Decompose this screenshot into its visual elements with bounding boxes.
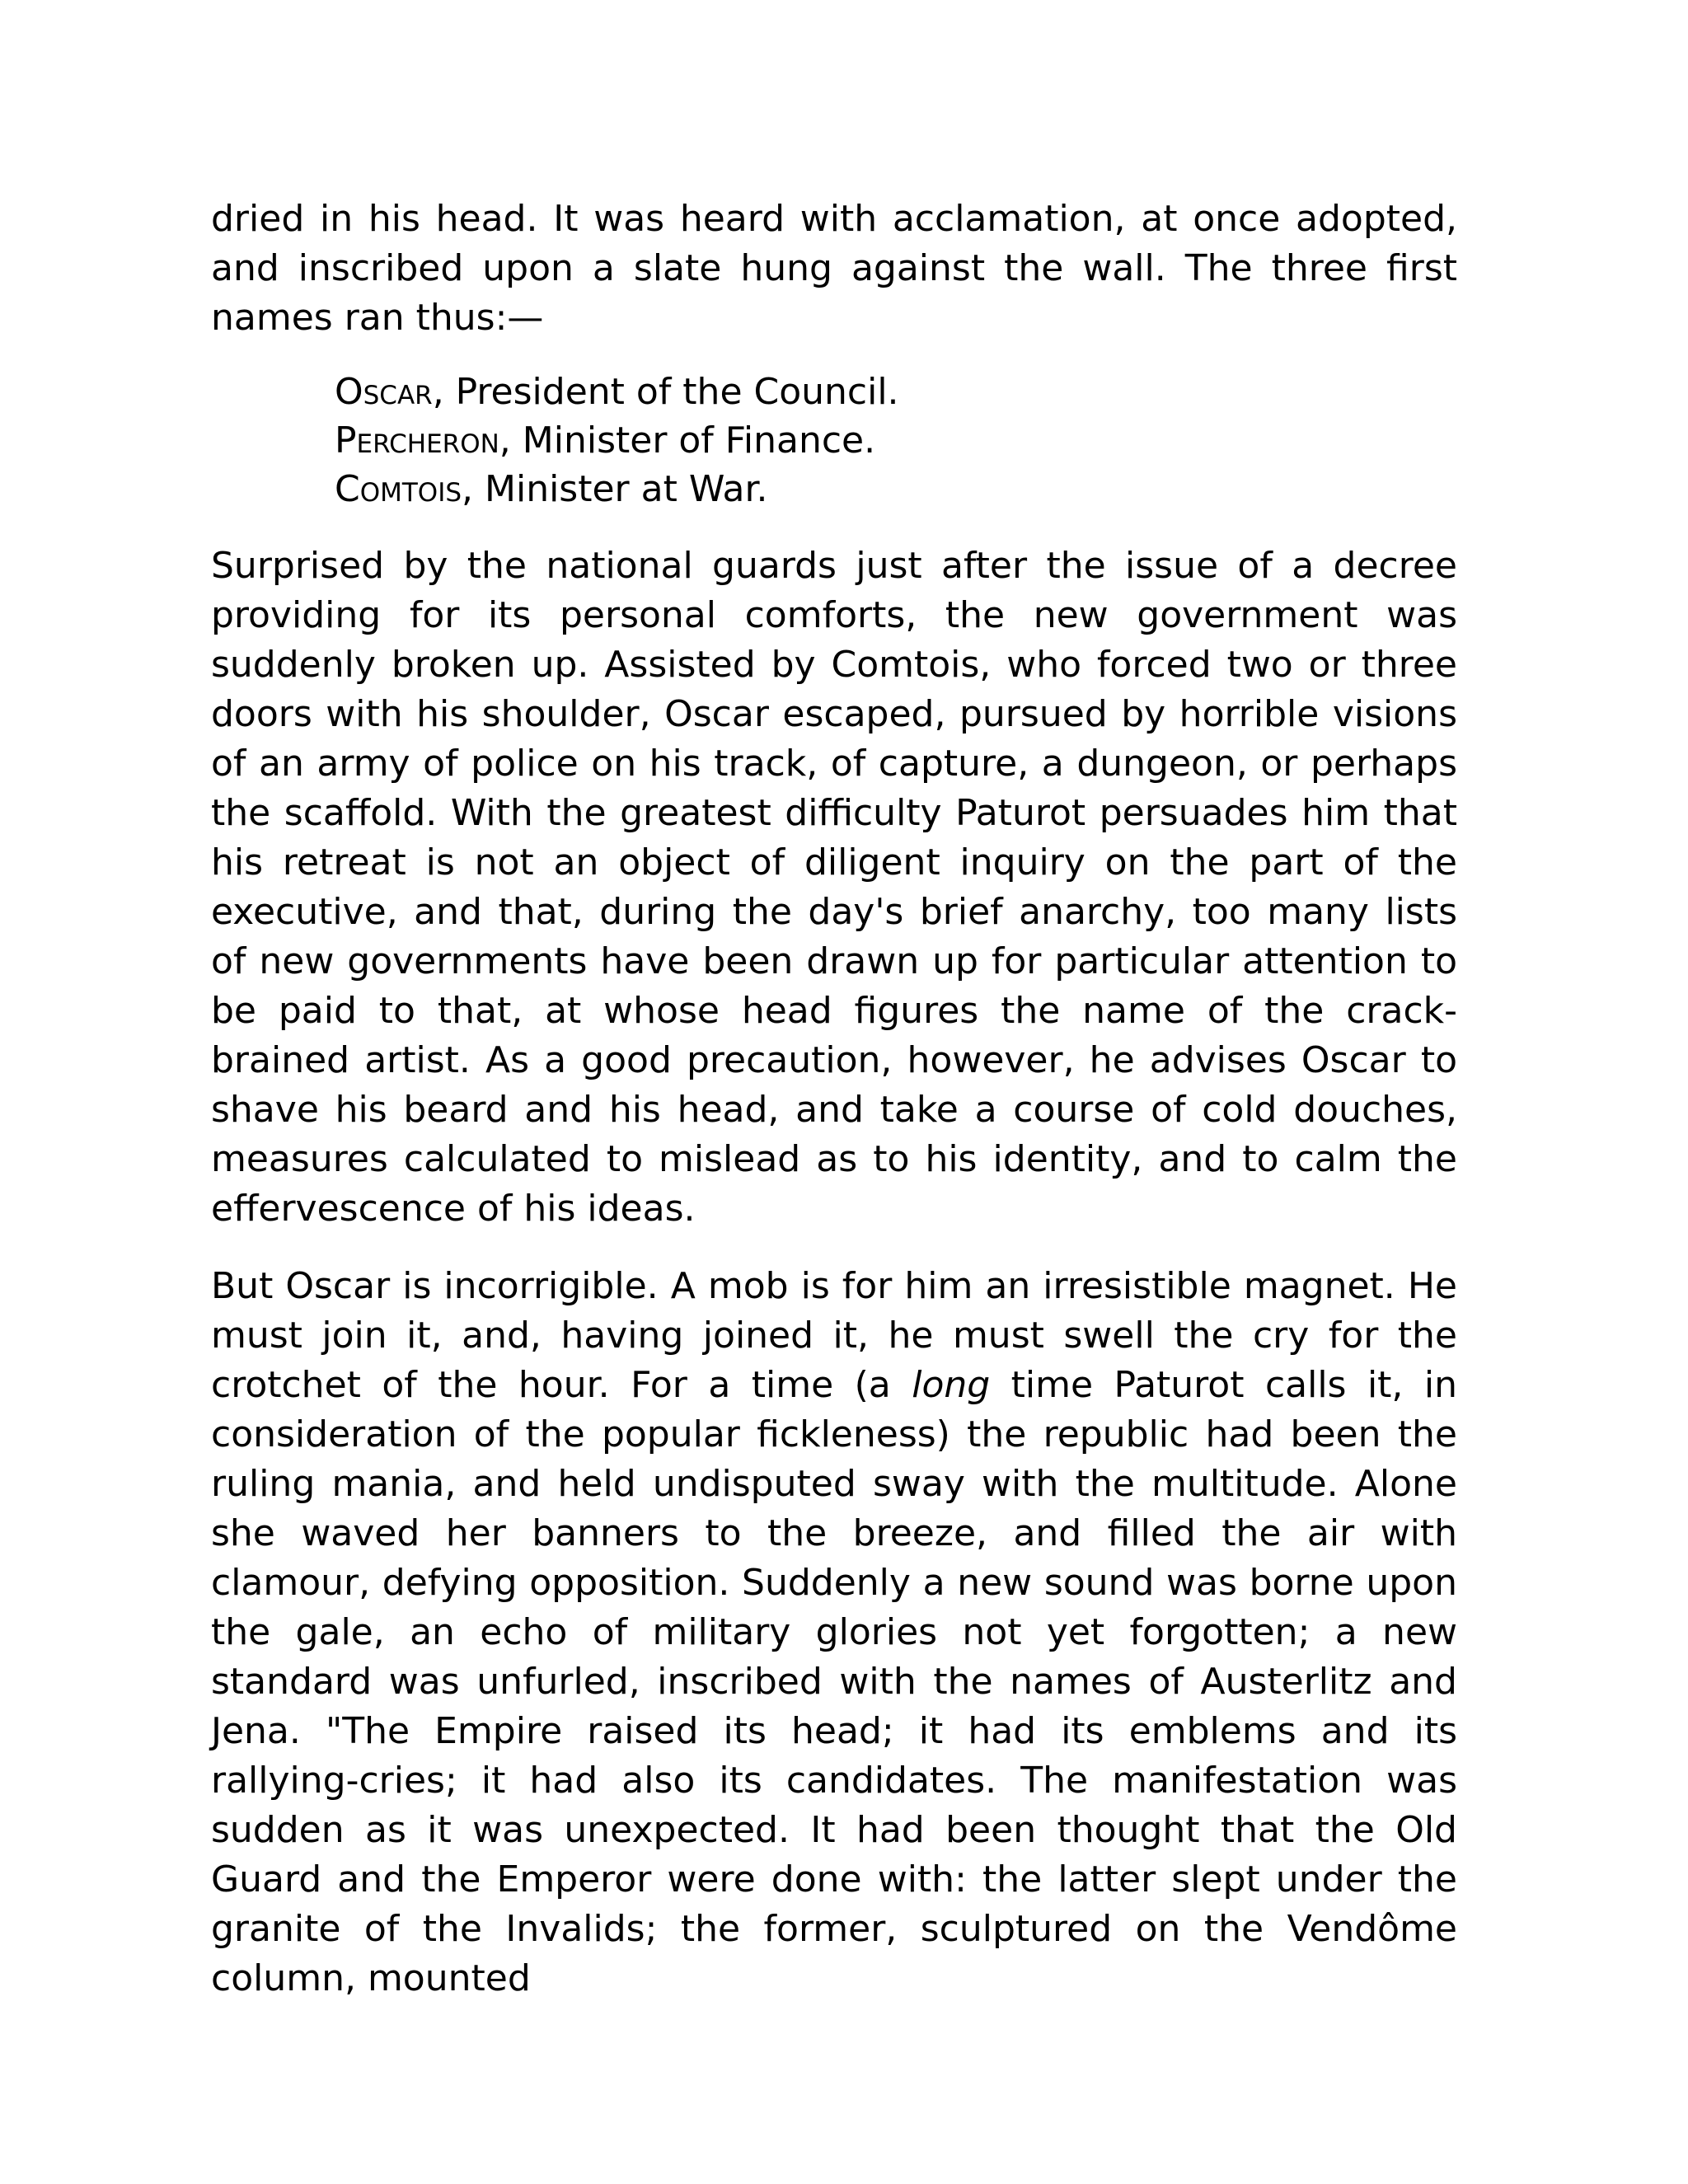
minister-name: Comtois: [335, 468, 462, 510]
intro-paragraph: dried in his head. It was heard with acclamation, at once adopted, and inscribed upon a slate hung against the wall. The three first names ran thus:—: [211, 198, 1457, 339]
minister-name: Oscar: [335, 371, 433, 413]
body-paragraph-escape: Surprised by the national guards just after the issue of a decree providing for its personal comforts, the new government was suddenly broken up. Assisted by Comtois, who forced two or three doors with his shoulder, Oscar escaped, pursued by horrible visions of an army of police on his track, of capture, a dungeon, or perhaps the scaffold. With the greatest difficulty Paturot persuades him that his retreat is not an object of diligent inquiry on the part of the executive, and that, during the day's brief anarchy, too many lists of new governments have been drawn up for particular attention to be paid to that, at whose head figures the name of the crack-brained artist. As a good precaution, however, he advises Oscar to shave his beard and his head, and take a course of cold douches, measures calculated to mislead as to his identity, and to calm the effervescence of his ideas.: [211, 545, 1457, 1230]
document-page: [211, 194, 1457, 2004]
minister-role: , Minister at War.: [462, 468, 768, 510]
paragraph-text-part: But Oscar is incorrigible. A mob is for him an irresistible magnet. He must join it, and, having joined it, he must swell the cry for the crotchet of the hour. For a time (a: [211, 1265, 1457, 1406]
minister-name: Percheron: [335, 419, 499, 462]
emphasized-word: long: [912, 1364, 991, 1406]
list-item: [335, 368, 1457, 416]
minister-role: , President of the Council.: [432, 371, 899, 413]
body-paragraph-empire: [211, 1262, 1457, 2004]
paragraph-text-part: time Paturot calls it, in consideration of the popular fickleness) the republic had been the ruling mania, and held undisputed sway with the multitude. Alone she waved her banners to the breeze, and filled the air with clamour, defying opposition. Suddenly a new sound was borne upon the gale, an echo of military glories not yet forgotten; a new standard was unfurled, inscribed with the names of Austerlitz and Jena. "The Empire raised its head; it had its emblems and its rallying-cries; it had also its candidates. The manifestation was sudden as it was unexpected. It had been thought that the Old Guard and the Emperor were done with: the latter slept under the granite of the Invalids; the former, sculptured on the Vendôme column, mounted: [211, 1364, 1457, 1999]
minister-role: , Minister of Finance.: [499, 419, 876, 462]
list-item: [335, 465, 1457, 513]
ministers-list: [335, 368, 1457, 513]
list-item: [335, 416, 1457, 465]
